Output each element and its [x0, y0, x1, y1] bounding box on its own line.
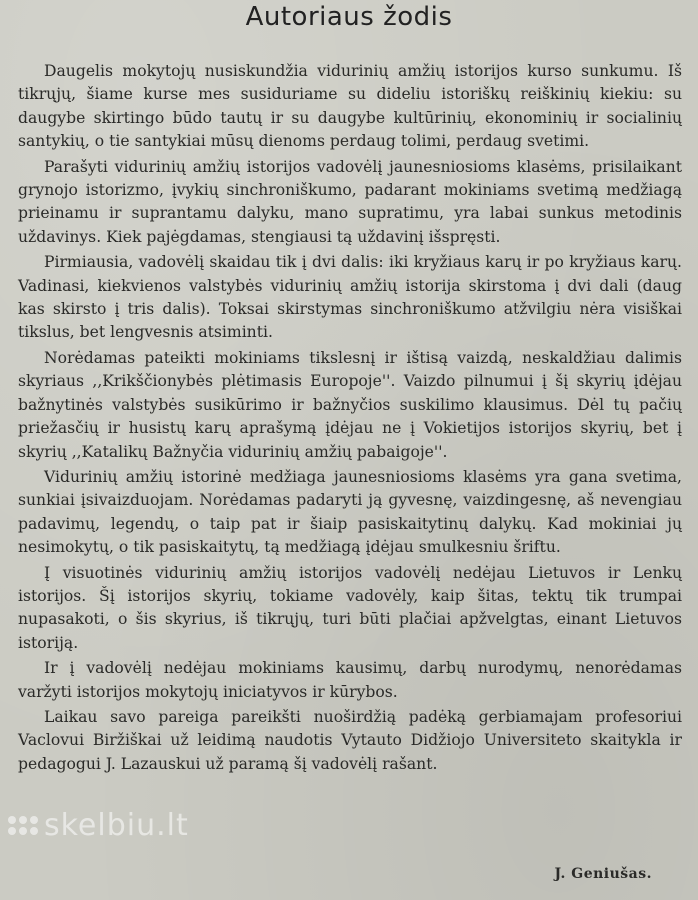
paragraph-5: Vidurinių amžių istorinė medžiaga jaunesniosioms klasėms yra gana svetima, sunkiai įsivaizduojam. Norėdamas padaryti ją gyvesnę, vaizdingesnę, aš nevengiau padavimų, legendų, o taip pat ir šiaip pasiskaitytinų dalykų. Kad mokiniai jų nesimokytų, o tik pasiskaitytų, tą medžiagą įdėjau smulkesniu šriftu.: [18, 467, 682, 557]
paragraph-6: Į visuotinės vidurinių amžių istorijos vadovėlį nedėjau Lietuvos ir Lenkų istorijos. Šį istorijos skyrių, tokiame vadovėly, kaip šitas, tektų tik trumpai nupasakoti, o šis skyrius, iš tikrųjų, turi būti plačiai apžvelgtas, einant Lietuvos istoriją.: [18, 563, 682, 652]
paragraph-4: Norėdamas pateikti mokiniams tikslesnį ir ištisą vaizdą, neskaldžiau dalimis skyriaus ,,Krikščionybės plėtimasis Europoje''. Vaizdo pilnumui į šį skyrių įdėjau bažnytinės valstybės susikūrimo ir bažnyčios suskilimo klausimus. Dėl tų pačių priežasčių ir husistų karų aprašymą įdėjau ne į Vokietijos istorijos skyrių, bet į skyrių ,,Katalikų Bažnyčia vidurinių amžių pabaigoje''.: [18, 348, 682, 461]
watermark-text: skelbiu.lt: [44, 808, 189, 843]
paragraph-2: Parašyti vidurinių amžių istorijos vadovėlį jaunesniosioms klasėms, prisilaikant grynojo istorizmo, įvykių sinchroniškumo, padarant mokiniams svetimą medžiagą prieinamu ir suprantamu dalyku, mano supratimu, yra labai sunkus metodinis uždavinys. Kiek pajėgdamas, stengiausi tą uždavinį išspręsti.: [18, 157, 682, 246]
paragraph-1: Daugelis mokytojų nusiskundžia vidurinių amžių istorijos kurso sunkumu. Iš tikrųjų, šiame kurse mes susiduriame su dideliu istoriškų reiškinių kiekiu: su daugybe skirtingo būdo tautų ir su daugybe kultūrinių, ekonominių ir socialinių santykių, o tie santykiai mūsų dienoms perdaug tolimi, perdaug svetimi.: [18, 62, 682, 151]
paragraph-3: Pirmiausia, vadovėlį skaidau tik į dvi dalis: iki kryžiaus karų ir po kryžiaus karų. Vadinasi, kiekvienos valstybės vidurinių amžių istorija skirstoma į dvi dali (daug kas skirsto į tris dalis). Toksai skirstymas sinchroniškumo atžvilgiu nėra visiškai tikslus, bet lengvesnis atsiminti.: [18, 253, 682, 342]
author-signature: J. Geniušas.: [554, 866, 652, 882]
page-title: Autoriaus žodis: [245, 2, 453, 32]
paragraph-7: Ir į vadovėlį nedėjau mokiniams kausimų, darbų nurodymų, nenorėdamas varžyti istorijos mokytojų iniciatyvos ir kūrybos.: [18, 659, 682, 701]
paragraph-8: Laikau savo pareiga pareikšti nuoširdžią padėką gerbiamajam profesoriui Vaclovui Biržiškai už leidimą naudotis Vytauto Didžiojo Universiteto skaitykla ir pedagogui J. Lazauskui už paramą šį vadovėlį rašant.: [18, 707, 682, 773]
watermark: [8, 808, 189, 843]
watermark-logo-icon: [8, 816, 38, 835]
body-text: [18, 60, 682, 778]
